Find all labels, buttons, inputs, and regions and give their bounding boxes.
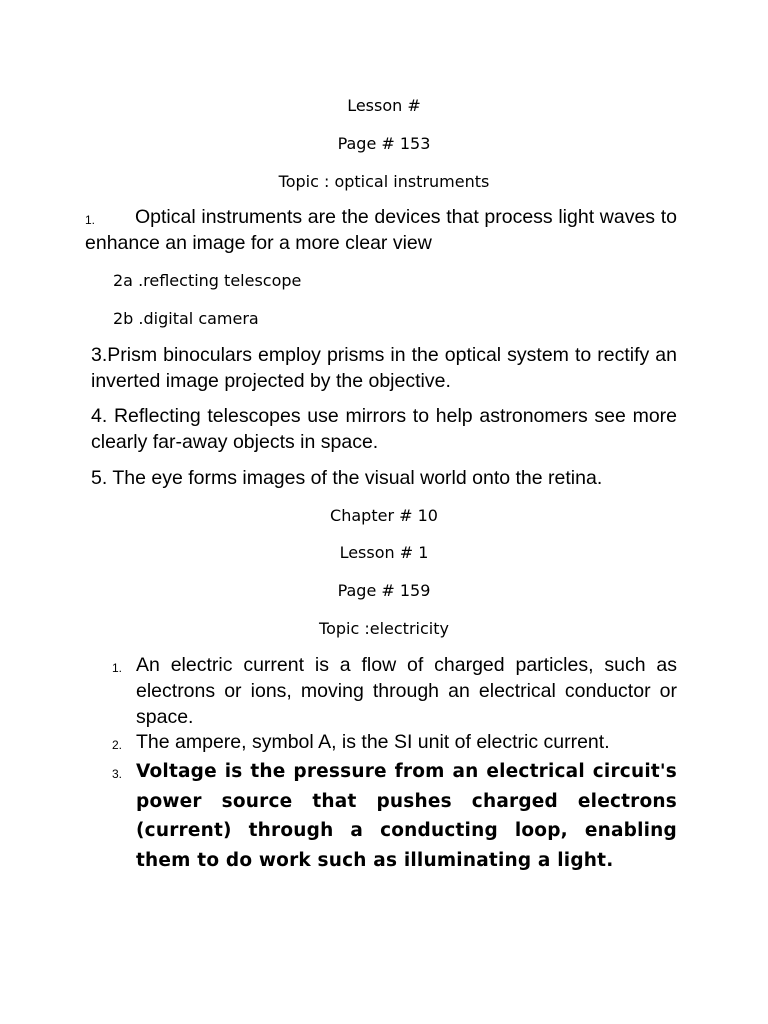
list-number: 1. bbox=[112, 661, 123, 675]
paragraph-optical-instruments: Optical instruments are the devices that process light waves to enhance an image for a more clear view bbox=[85, 206, 677, 254]
item-reflecting-telescope: 2a .reflecting telescope bbox=[113, 271, 302, 290]
lesson-heading: Lesson # bbox=[347, 96, 421, 115]
list-number: 3. bbox=[112, 767, 123, 781]
topic-heading-2: Topic :electricity bbox=[319, 619, 449, 638]
paragraph-prism-binoculars: 3.Prism binoculars employ prisms in the optical system to rectify an inverted image projected by the objective. bbox=[91, 344, 677, 392]
topic-heading: Topic : optical instruments bbox=[278, 172, 490, 191]
page-number-heading-2: Page # 159 bbox=[337, 581, 431, 600]
chapter-heading: Chapter # 10 bbox=[330, 506, 438, 525]
lesson-heading-2: Lesson # 1 bbox=[339, 543, 429, 562]
item-number: 1. bbox=[85, 213, 96, 227]
page-number-heading: Page # 153 bbox=[337, 134, 431, 153]
list-number: 2. bbox=[112, 738, 123, 752]
list-item-electric-current: An electric current is a flow of charged particles, such as electrons or ions, moving through an electrical conductor or space. bbox=[136, 654, 677, 728]
list-item-ampere: The ampere, symbol A, is the SI unit of electric current. bbox=[136, 731, 610, 753]
list-item-voltage: Voltage is the pressure from an electrical circuit's power source that pushes charged electrons (current) through a conducting loop, enabling them to do work such as illuminating a light. bbox=[136, 761, 677, 871]
paragraph-eye: 5. The eye forms images of the visual world onto the retina. bbox=[91, 467, 603, 489]
paragraph-reflecting-telescopes: 4. Reflecting telescopes use mirrors to help astronomers see more clearly far-away objects in space. bbox=[91, 405, 677, 453]
item-digital-camera: 2b .digital camera bbox=[113, 309, 259, 328]
